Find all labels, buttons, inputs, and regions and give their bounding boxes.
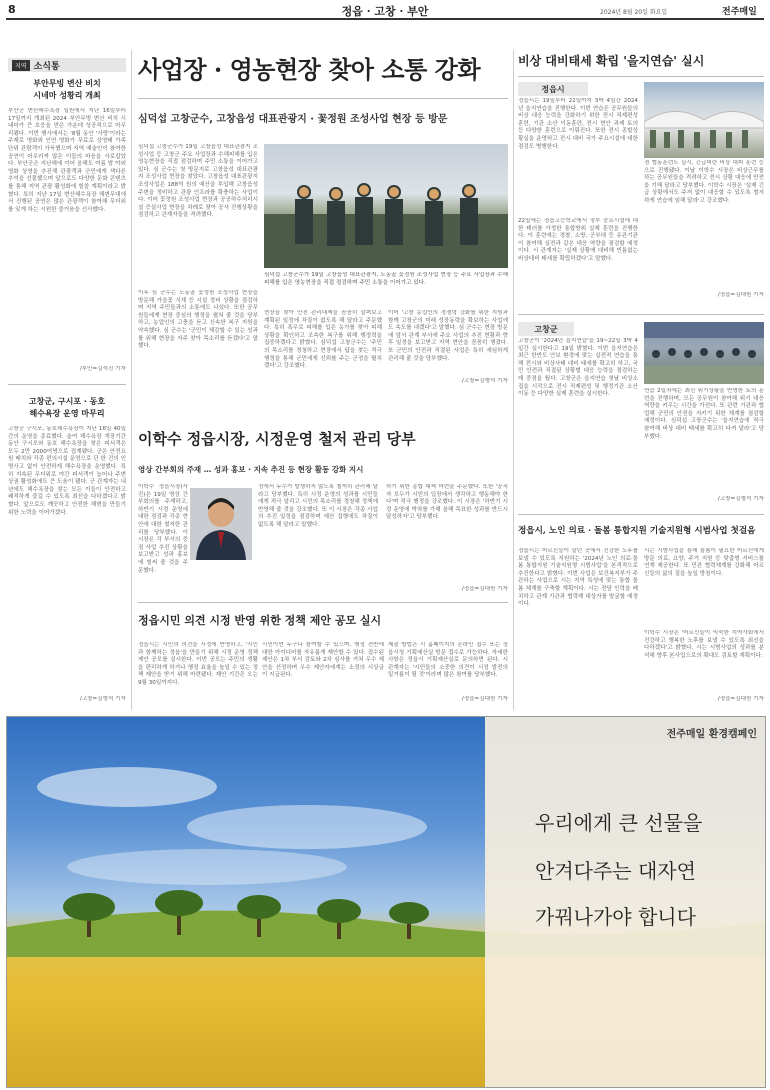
sidebar-story2-body: 고창군 구시포, 동호해수욕장이 지난 16일 40일간의 운영을 종료했다. 올여 해수욕장 개장기간 동안 구시포와 동호 해수욕장을 찾은 피서객은 모두 2만 2000여명으로 집계됐다. 군은 안전요원 배치와 각종 편의시설 운영으로 단 한 건의 인명사고 없이 안전하게 해수욕장을 운영했다. 특히 지속된 무더위로 야간 피서객이 늘어나 주변 상권 활성화에도 큰 도움이 됐다. 군 관계자는 내년에도 해수욕장을 찾는 모든 이들이 안전하고 쾌적하게 즐길 수 있도록 최선을 다하겠다고 밝혔다. 앞으로도 깨끗하고 안전한 해변을 만들기 위한 노력을 이어가겠다.: [8, 426, 126, 516]
sidebar-story2-byline: /고창=김형석 기자: [79, 696, 126, 702]
divider: [518, 76, 764, 77]
headline-line: 해수욕장 운영 마무리: [29, 409, 105, 418]
policy-body-col3: 제출 방법은 시 홈페이지의 온라인 접수 또는 정읍시청 기획예산실 방문 접수로 가능하다. 자세한 사항은 정읍시 기획예산실로 문의하면 된다. 시 관계자는 '시민들의 소중한 의견이 시정 발전의 밑거름이 될 것'이라며 많은 참여를 당부했다.: [388, 642, 508, 679]
drill-body-col1a: 정읍시는 19일부터 22일까지 3박 4일간 2024년 을지연습을 진행한다. 이번 연습은 공무원들의 비상 대응 능력을 강화하기 위한 전시 직제편성 훈련, 기관 소산 이동훈련, 전시 현안 과제 토의 등 다양한 훈련으로 이뤄진다. 또한 전시 종합상황실을 운영하고 전시 대비 국가 주요시설에 대한 점검도 병행한다.: [518, 98, 638, 150]
drill2-body: 고창군이 '2024년 을지연습'을 19~22일 3박 4일간 실시한다고 19일 밝혔다. 이번 을지연습은 최근 한반도 안보 환경에 맞는 실전적 연습을 통해 전시와 비상사태 대비 태세를 확고히 하고, 국민 안전과 직결된 상황별 대응 능력을 점검하는 데 중점을 뒀다. 고창군은 을지연습 첫날 비상소집을 시작으로 전시 직제편성 및 행정기관 소산 이동 등 다양한 실제 훈련을 실시한다.: [518, 338, 638, 398]
policy-body-col1: 정읍시는 시민의 의견을 시정에 반영하고, '시민과 함께하는 정읍'을 만들기 위해 시정 운영 정책 제안 공모를 실시한다. 이번 공모는 주민의 생활을 편리하게 하거나 행정 효율을 높일 수 있는 정책 제안을 받기 위해 마련됐다. 제안 기간은 오는 9월 30일까지다.: [138, 642, 258, 686]
main-photo-caption: 심덕섭 고창군수가 19일 고창읍성 대표관광지, 노동골 꽃정원 조성사업 현장 등 주요 사업장과 수해피해를 입은 영농현장을 직접 점검하며 주민 소통을 이어가고 있다.: [264, 272, 508, 286]
main-byline: /고창=김형석 기자: [461, 378, 508, 384]
divider: [138, 602, 508, 603]
headline-line: 고창군, 구시포 · 동호: [28, 397, 106, 406]
divider: [8, 384, 126, 385]
campaign-line1: 우리에게 큰 선물을: [535, 811, 703, 835]
drill-byline1: /정읍=김대원 기자: [717, 292, 764, 298]
mayor-body-col1: 이학수 정읍시장(사진)은 19일 영상 간부회의를 주재하고, 하반기 시정 운영에 대한 점검과 각종 현안에 대한 철저한 관리를 당부했다. 이 시장은 각 부서의 중점 사업 추진 상황을 보고받고 성과 홍보에 힘써 줄 것을 주문했다.: [138, 484, 188, 574]
drill-body-col1b: 22일에는 정읍고등학교에서 정부 중요시설에 대한 테러를 가정한 통합방위 실제 훈련을 진행한다. 이 훈련에는 경찰, 소방, 군부대 등 유관기관이 참여해 실전과 같은 대응 역량을 점검할 예정이다. 시 관계자는 '실제 상황에 대비해 빈틈없는 비상대비 태세를 확립하겠다'고 말했다.: [518, 218, 638, 262]
mayor-photo: [190, 488, 252, 560]
tag-jeongeup: 정읍시: [518, 82, 588, 96]
headline-line: 부안무빙 변산 비치: [33, 79, 101, 88]
mayor-portrait-icon: [190, 488, 252, 560]
sidebar-story2-headline: [8, 396, 126, 420]
main-body-col3: 현장을 찾아 안전 관리대책을 꼼꼼히 살펴보고 계획된 일정에 차질이 없도록 해 달라고 주문했다. 특히 폭우로 피해를 입은 농가를 찾아 피해 상황을 확인하고 조속한 복구를 위해 행정력을 집중하겠다고 밝혔다. 심덕섭 고창군수는 '주민의 목소리를 경청하고 현장에서 답을 찾는 적극 행정을 통해 군민에게 신뢰를 주는 군정을 펼치겠다'고 강조했다.: [264, 310, 382, 370]
column-rule: [131, 50, 132, 710]
main-body-col1: 심덕섭 고창군수가 19일 고창읍성 대표관광지 조성사업 등 고창군 주요 사업장과 수해피해를 입은 영농현장을 직접 점검하며 주민 소통을 이어가고 있다. 심 군수는 첫 방문지로 고창읍성 대표관광지 조성사업 현장을 찾았다. 고창읍성 대표관광지 조성사업은 188억 원의 예산을 투입해 고창읍성 주변을 정비하고 관광 인프라를 확충하는 사업이다. 이어 꽃정원 조성사업 현장과 공공하수처리시설 증설사업 현장을 차례로 찾아 공사 진행상황을 점검하고 관계자들을 격려했다.: [138, 144, 258, 219]
main-body-col4: 이어 '고창 농업인의 경쟁력 강화를 위한 지원과 함께 고창군의 미래 성장동력을 확보하는 사업에도 속도를 내겠다'고 말했다. 심 군수는 현장 방문에 앞서 관계 부서에 주요 사업의 추진 현황과 향후 일정을 보고받고 지역 현안을 꼼꼼히 챙겼다. 또 군민의 안전과 직결된 사업은 특히 세심하게 관리해 줄 것을 당부했다.: [388, 310, 508, 362]
mayor-subhead: 영상 간부회의 주재 … 성과 홍보 · 지속 추진 등 현장 활동 강화 지시: [138, 465, 364, 474]
sidebar-label-region: 지역: [12, 60, 30, 71]
mayor-body-col2: 정에서 누수가 발생하지 않도록 철저히 관리해 달라고 당부했다. 특히 시정 운영의 성과를 시민들에게 적극 알리고 시민의 목소리를 경청해 정책에 반영해 줄 것을 강조했다. 또 이 시장은 각종 사업의 추진 일정을 점검하며 예산 집행에도 차질이 없도록 해 달라고 말했다.: [258, 484, 378, 528]
environment-campaign-ad: [6, 716, 766, 1088]
care-body-col2a: 시는 시범사업을 통해 돌봄이 필요한 어르신에게 방문 의료, 요양, 주거 지원 등 맞춤형 서비스를 연계 제공한다. 또 민관 협력체계를 강화해 어르신들의 삶의 질을 높일 방침이다.: [644, 548, 764, 577]
sidebar-story1-body: 부안군 변산해수욕장 일원에서 지난 16일부터 17일까지 개최된 2024 부안무빙 변산 비치 시네마가 큰 호응을 얻은 가운데 성공적으로 마무리됐다. 이번 행사에서는 '8월 동안 '사랑'이라는 주제로 영화와 인연 영화가 무료로 상영돼 가족 단위 관람객이 가득했으며 지역 예술인이 참여한 공연이 어우러져 많은 이들의 마음을 사로잡았다. 부안군은 지난해에 이어 올해도 여름 밤 야외 영화 상영을 추진해 관광객과 군민에게 색다른 추억을 선물했으며 앞으로도 다양한 문화 콘텐츠를 통해 지역 관광 활성화에 힘쓸 계획이라고 밝혔다. 특히 지난 17일 변산해수욕장 해변무대에서 진행된 공연은 많은 관광객이 참여해 무더위를 잊게 하는 시원한 즐거움을 선사했다.: [8, 108, 126, 213]
divider: [518, 514, 764, 515]
mayor-headline: 이학수 정읍시장, 시정운영 철저 관리 당부: [138, 430, 416, 448]
campaign-line2: 안겨다주는 대자연: [535, 859, 696, 883]
care-body-col1: 정읍시는 어르신들이 살던 곳에서 건강한 노후를 보낼 수 있도록 지원하는 '2024년 노인 의료·돌봄 통합지원 기술지원형 시범사업'을 본격적으로 추진한다고 밝혔다. 이번 사업은 보건복지부가 주관하는 사업으로 시는 지역 특성에 맞는 통합 돌봄 체계를 구축할 계획이다. 시는 전담 인력을 배치하고 관계 기관과 협력해 대상자를 발굴할 예정이다.: [518, 548, 638, 608]
divider: [138, 98, 508, 99]
drill-photo: [644, 82, 764, 158]
mayor-body-col3: 하기 위한 종합 대책 마련을 주문했다. 또한 '공직자 모두가 시민의 입장에서 생각하고 행동해야 한다'며 적극 행정을 강조했다. 이 시장은 '하반기 시정 운영에 박차를 가해 올해 목표한 성과를 반드시 달성하자'고 당부했다.: [386, 484, 508, 521]
policy-body-col2: 시민이면 누구나 참여할 수 있으며, 행정 전반에 대한 아이디어를 자유롭게 제안할 수 있다. 접수된 제안은 1차 부서 검토와 2차 심사를 거쳐 우수 제안을 선정하며 우수 제안자에게는 소정의 시상금이 지급된다.: [262, 642, 384, 679]
policy-byline: /정읍=김대원 기자: [461, 696, 508, 702]
main-headline: 사업장 · 영농현장 찾아 소통 강화: [138, 55, 481, 84]
campaign-line3: 가꿔나가야 합니다: [535, 905, 696, 929]
page-number: 8: [8, 3, 16, 16]
meeting-room-icon: [644, 322, 764, 384]
care-headline: 정읍시, 노인 의료 · 돌봄 통합지원 기술지원형 시범사업 첫걸음: [518, 526, 756, 536]
divider: [518, 314, 764, 315]
mayor-byline: /정읍=김대원 기자: [461, 586, 508, 592]
main-body-col2: 이후 심 군수는 노동골 꽃정원 조성사업 현장을 방문해 가을꽃 식재 등 시설 정비 상황을 점검하며 지역 주민들과의 소통에도 나섰다. 또한 공무원들에게 현장 중심의 행정을 펼쳐 줄 것을 당부하고, 농업인의 고충을 듣고 신속한 복구 지원을 약속했다. 심 군수는 '군민이 체감할 수 있는 성과를 위해 현장을 자주 찾아 목소리를 듣겠다'고 말했다.: [138, 290, 258, 350]
care-byline: /정읍=김대원 기자: [717, 696, 764, 702]
drill2-body-col2: 연습 2일차에는 최신 위기상황을 반영한 토의 훈련을 진행하며, 모든 공무원이 참여해 위기 대응 역량을 키우는 시간을 가진다. 또 관련 기관과 협업해 군민의 안전을 지키기 위한 체계를 점검할 예정이다. 심덕섭 고창군수는 '을지연습에 적극 참여해 비상 대비 태세를 확고히 다져 달라'고 당부했다.: [644, 388, 764, 440]
drill2-photo: [644, 322, 764, 384]
tag-gochang: 고창군: [518, 322, 574, 336]
officials-photo-icon: [264, 144, 508, 268]
newspaper-name: 전주매일: [722, 7, 757, 17]
headline-line: 시네마 성황리 개최: [33, 91, 101, 100]
sidebar-label-title: 소식통: [33, 61, 60, 72]
issue-date: 2024년 8월 20일 화요일: [600, 9, 668, 16]
main-subhead: 심덕섭 고창군수, 고창읍성 대표관광지 · 꽃정원 조성사업 현장 등 방문: [138, 114, 448, 125]
main-photo: [264, 144, 508, 268]
column-rule: [513, 50, 514, 710]
campaign-title: 전주매일 환경캠페인: [666, 729, 757, 740]
drill2-byline: /고창=김형석 기자: [717, 496, 764, 502]
drill-headline: 비상 대비태세 확립 '을지연습' 실시: [518, 54, 705, 68]
sidebar-story1-byline: /부안=김석진 기자: [79, 366, 126, 372]
tent-training-icon: [644, 82, 764, 158]
care-body-col2b: 이학수 시장은 '어르신들이 익숙한 지역사회에서 건강하고 행복한 노후를 보낼 수 있도록 최선을 다하겠다'고 밝혔다. 시는 시범사업의 성과를 분석해 향후 본사업으로의 확대도 검토할 계획이다.: [644, 630, 764, 659]
sidebar-label: [8, 58, 126, 72]
section-title: 정읍 · 고창 · 부안: [341, 5, 429, 18]
header-rule: [6, 18, 764, 20]
policy-headline: 정읍시민 의견 시정 반영 위한 정책 제안 공모 실시: [138, 614, 382, 627]
drill-body-col2: 경 협동훈련도 실시, 긴급피란 비상 대피 훈련 등으로 진행됐다. 이날 이학수 시장은 비상근무를 하는 공무원들을 격려하고 전시 상황 대응에 만전을 기해 달라고 당부했다. 이학수 시장은 '실제 긴급 상황에서도 주저 없이 대응할 수 있도록 철저하게 연습에 임해 달라'고 강조했다.: [644, 160, 764, 204]
sidebar-story1-headline: [8, 78, 126, 102]
